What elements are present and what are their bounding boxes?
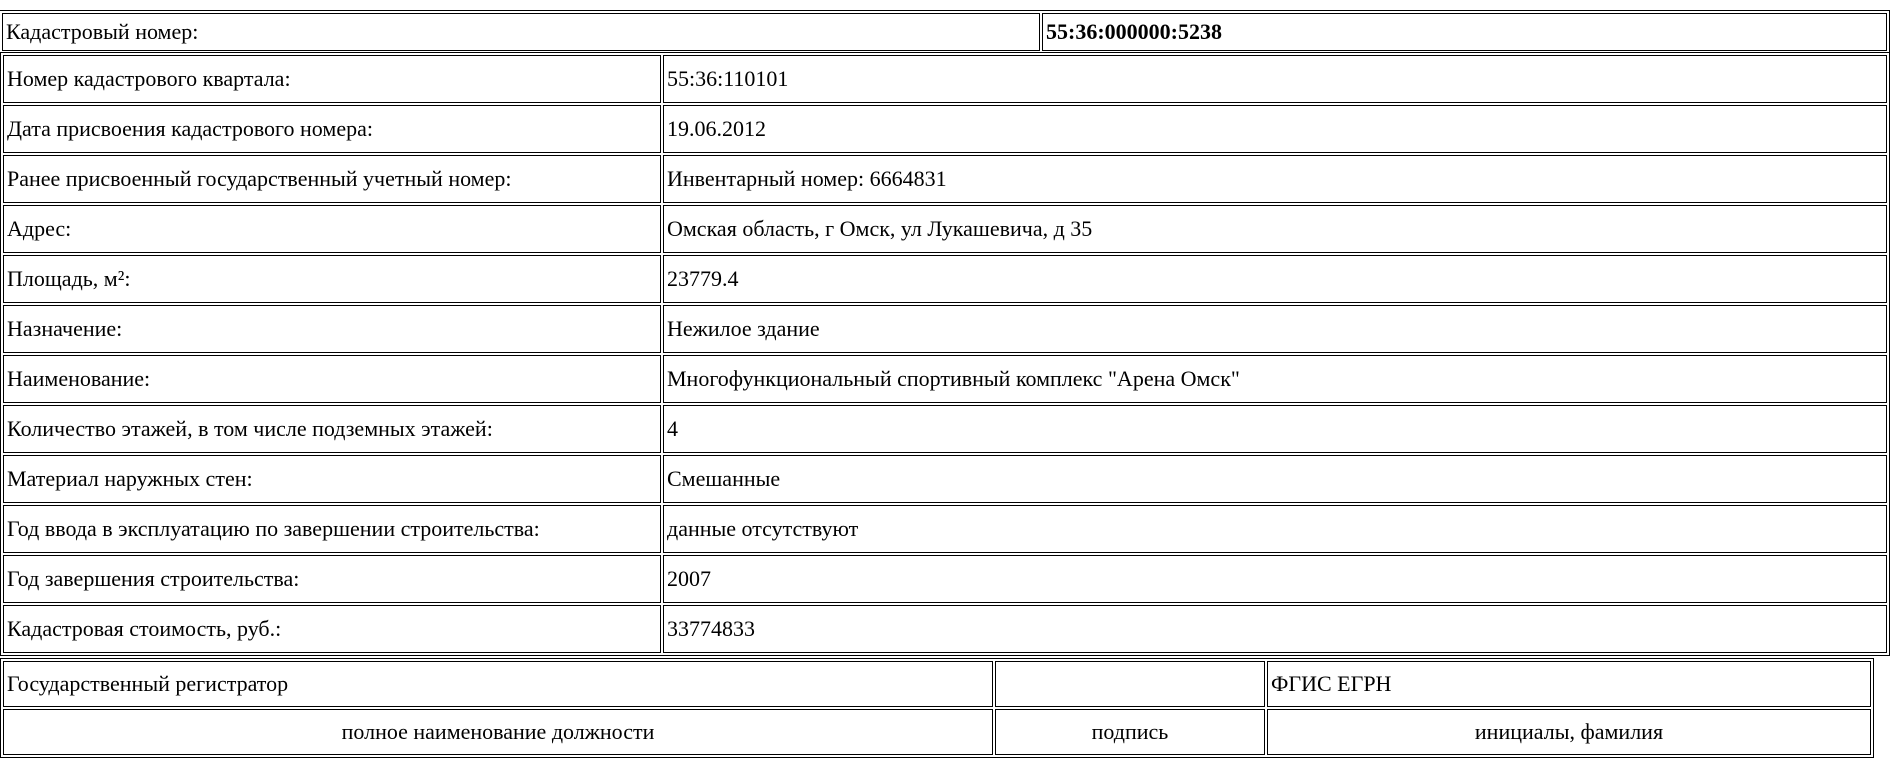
row-label: Год ввода в эксплуатацию по завершении строительства:	[3, 505, 661, 553]
table-row	[3, 55, 1887, 103]
row-value: 33774833	[663, 605, 1887, 653]
row-value: данные отсутствуют	[663, 505, 1887, 553]
row-value: 4	[663, 405, 1887, 453]
row-label: Год завершения строительства:	[3, 555, 661, 603]
signature-captions-row	[3, 709, 1871, 755]
row-label: Адрес:	[3, 205, 661, 253]
name-caption: инициалы, фамилия	[1267, 709, 1871, 755]
row-label: Материал наружных стен:	[3, 455, 661, 503]
property-details-table	[0, 52, 1890, 656]
signature-cell	[995, 661, 1265, 707]
signature-caption: подпись	[995, 709, 1265, 755]
signature-table	[0, 658, 1874, 758]
registrar-name: ФГИС ЕГРН	[1267, 661, 1871, 707]
row-label: Назначение:	[3, 305, 661, 353]
row-value: 2007	[663, 555, 1887, 603]
row-value: Смешанные	[663, 455, 1887, 503]
table-row	[3, 255, 1887, 303]
table-row	[3, 405, 1887, 453]
table-row	[3, 105, 1887, 153]
row-value: Многофункциональный спортивный комплекс "Арена Омск"	[663, 355, 1887, 403]
row-label: Наименование:	[3, 355, 661, 403]
row-value: 19.06.2012	[663, 105, 1887, 153]
row-value: Омская область, г Омск, ул Лукашевича, д 35	[663, 205, 1887, 253]
table-row	[3, 155, 1887, 203]
table-row	[3, 605, 1887, 653]
row-label: Ранее присвоенный государственный учетный номер:	[3, 155, 661, 203]
row-label: Номер кадастрового квартала:	[3, 55, 661, 103]
signature-values-row	[3, 661, 1871, 707]
table-row	[3, 455, 1887, 503]
row-label: Площадь, м²:	[3, 255, 661, 303]
position-caption: полное наименование должности	[3, 709, 993, 755]
row-value: 55:36:110101	[663, 55, 1887, 103]
cadastral-header-table	[0, 10, 1890, 53]
table-row	[3, 555, 1887, 603]
row-value: Нежилое здание	[663, 305, 1887, 353]
cadastral-number-value: 55:36:000000:5238	[1042, 13, 1887, 51]
row-label: Дата присвоения кадастрового номера:	[3, 105, 661, 153]
registrar-position: Государственный регистратор	[3, 661, 993, 707]
row-value: Инвентарный номер: 6664831	[663, 155, 1887, 203]
row-label: Кадастровая стоимость, руб.:	[3, 605, 661, 653]
table-row	[3, 205, 1887, 253]
table-row	[3, 505, 1887, 553]
table-row	[3, 355, 1887, 403]
cadastral-number-row	[2, 13, 1887, 51]
table-row	[3, 305, 1887, 353]
row-label: Количество этажей, в том числе подземных этажей:	[3, 405, 661, 453]
row-value: 23779.4	[663, 255, 1887, 303]
cadastral-number-label: Кадастровый номер:	[2, 13, 1040, 51]
